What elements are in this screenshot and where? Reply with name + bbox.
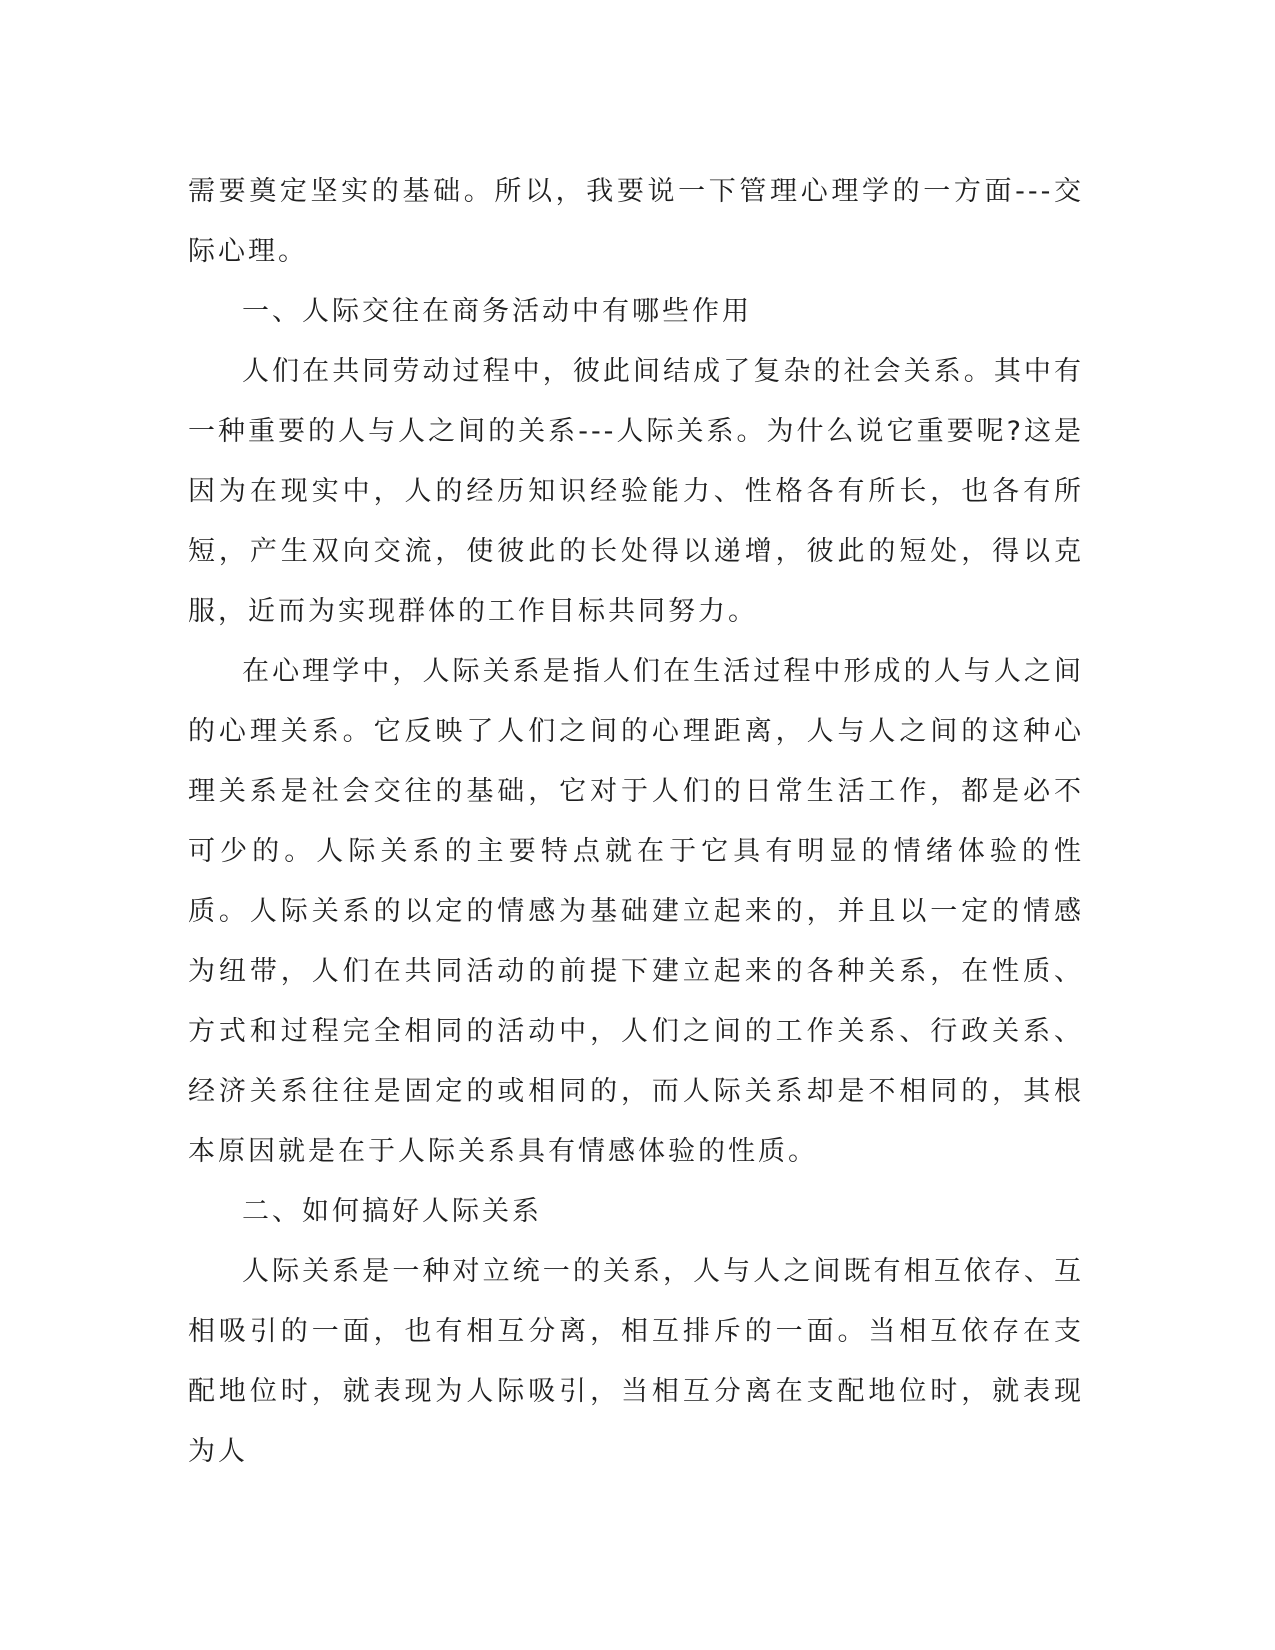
section-heading-1: 一、人际交往在商务活动中有哪些作用 [242,296,752,327]
section-heading-2: 二、如何搞好人际关系 [242,1196,542,1227]
paragraph-interpersonal-role: 人们在共同劳动过程中，彼此间结成了复杂的社会关系。其中有一种重要的人与人之间的关系---人际关系。为什么说它重要呢?这是因为在现实中，人的经历知识经验能力、性格各有所长，也各有所短，产生双向交流，使彼此的长处得以递增，彼此的短处，得以克服，近而为实现群体的工作目标共同努力。 [188,356,1084,627]
paragraph-psychology-definition: 在心理学中，人际关系是指人们在生活过程中形成的人与人之间的心理关系。它反映了人们之间的心理距离，人与人之间的这种心理关系是社会交往的基础，它对于人们的日常生活工作，都是必不可少的。人际关系的主要特点就在于它具有明显的情绪体验的性质。人际关系的以定的情感为基础建立起来的，并且以一定的情感为纽带，人们在共同活动的前提下建立起来的各种关系，在性质、方式和过程完全相同的活动中，人们之间的工作关系、行政关系、经济关系往往是固定的或相同的，而人际关系却是不相同的，其根本原因就是在于人际关系具有情感体验的性质。 [188,656,1084,1167]
paragraph-unity-of-opposites: 人际关系是一种对立统一的关系，人与人之间既有相互依存、互相吸引的一面，也有相互分离，相互排斥的一面。当相互依存在支配地位时，就表现为人际吸引，当相互分离在支配地位时，就表现为人 [188,1256,1084,1467]
document-body [188,162,1084,1482]
paragraph-continuation: 需要奠定坚实的基础。所以，我要说一下管理心理学的一方面---交际心理。 [188,176,1084,267]
